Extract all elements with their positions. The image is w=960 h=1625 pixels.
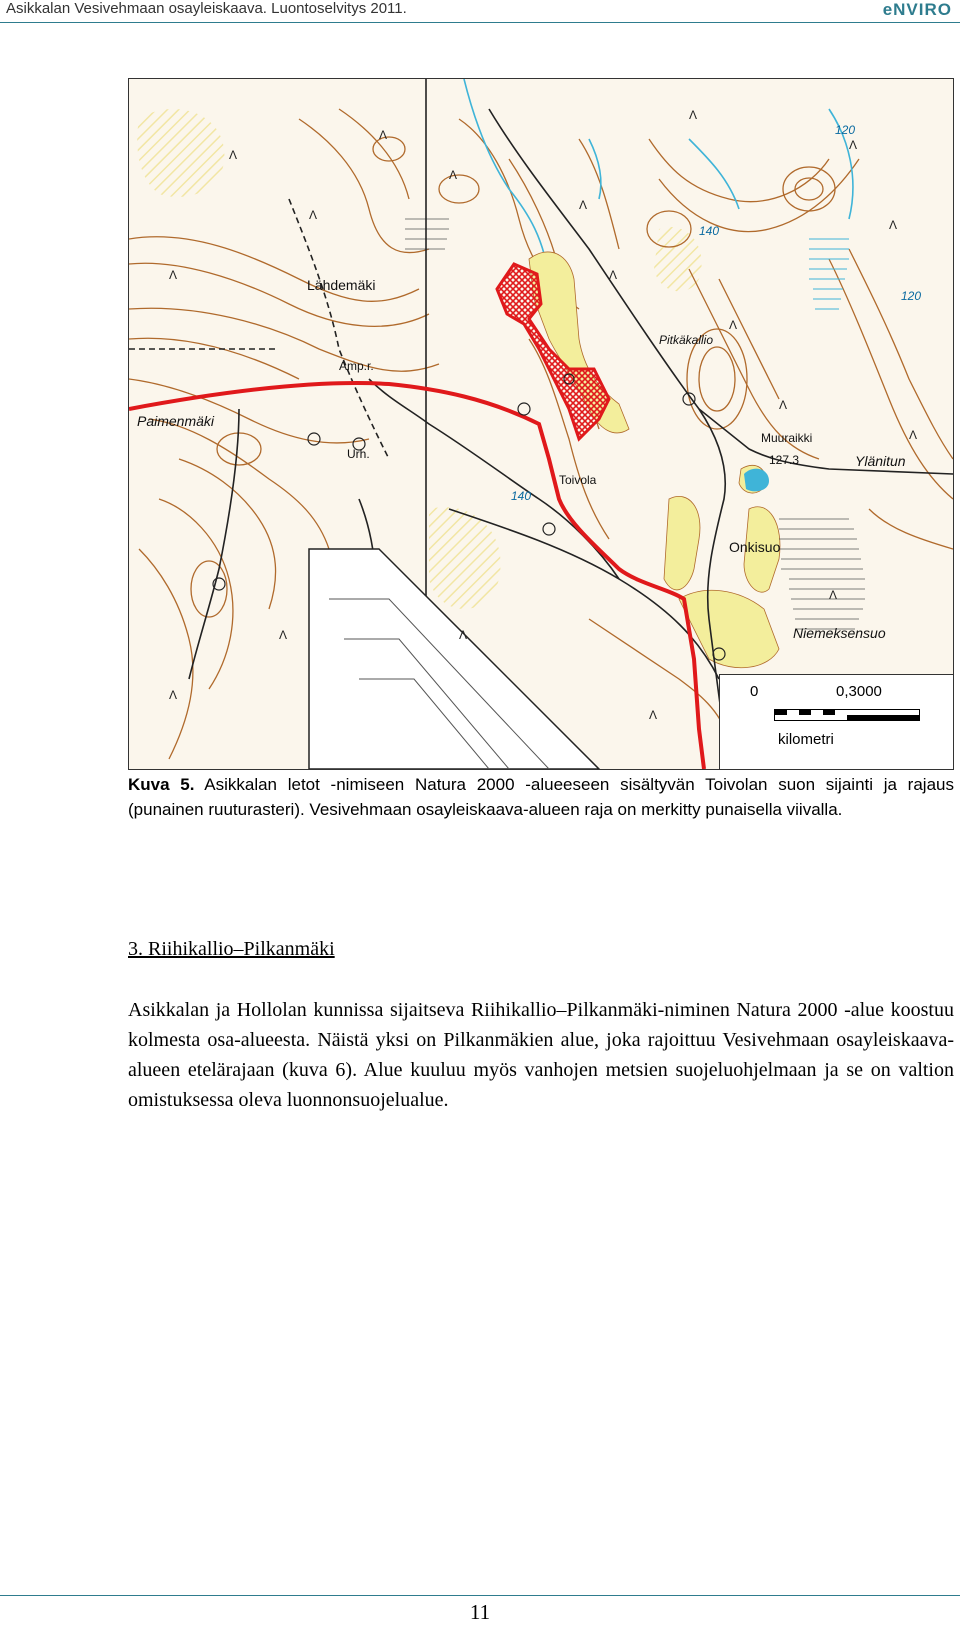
place-label-onkisuo: Onkisuo [729, 539, 781, 555]
document-title: Asikkalan Vesivehmaan osayleiskaava. Luontoselvitys 2011. [6, 0, 407, 17]
place-label-urh: Urh. [347, 447, 370, 461]
svg-text:Λ: Λ [169, 688, 178, 702]
caption-lead: Kuva 5. [128, 775, 195, 794]
map-graphic [129, 79, 953, 769]
elevation-label: 140 [699, 224, 720, 238]
section-heading: 3. Riihikallio–Pilkanmäki [128, 938, 335, 960]
caption-text: Asikkalan letot -nimiseen Natura 2000 -alueeseen sisältyvän Toivolan suon sijainti ja rajaus (punainen ruuturasteri). Vesivehmaan osayleiskaava-alueen raja on merkitty punaisella viivalla. [128, 775, 954, 819]
place-label-toivola: Toivola [559, 473, 597, 487]
place-label-ylanitun: Ylänitun [855, 453, 906, 469]
svg-text:Λ: Λ [229, 148, 238, 162]
elevation-label: 127.3 [769, 453, 800, 467]
scale-start-label: 0 [750, 683, 759, 700]
svg-text:Λ: Λ [729, 318, 738, 332]
svg-text:Λ: Λ [449, 168, 458, 182]
place-label-amp: Amp.r. [339, 359, 374, 373]
svg-text:Λ: Λ [379, 128, 388, 142]
elevation-label: 140 [511, 489, 532, 503]
figure-caption [128, 772, 954, 822]
svg-text:Λ: Λ [309, 208, 318, 222]
place-label-paimenmaki: Paimenmäki [137, 413, 215, 429]
place-label-muuraikki: Muuraikki [761, 431, 813, 445]
page-header [0, 0, 960, 22]
scale-unit-label: kilometri [778, 731, 834, 748]
svg-text:Λ: Λ [829, 588, 838, 602]
footer-divider [0, 1595, 960, 1596]
body-paragraph: Asikkalan ja Hollolan kunnissa sijaitseva Riihikallio–Pilkanmäki-niminen Natura 2000 -alue koostuu kolmesta osa-alueesta. Näistä yksi on Pilkanmäkien alue, joka rajoittuu Vesivehmaan osayleiskaava-alueen etelärajaan (kuva 6). Alue kuuluu myös vanhojen metsien suojeluohjelmaan ja se on valtion omistuksessa oleva luonnonsuojelualue. [128, 999, 954, 1111]
enviro-logo: eNVIRO [882, 0, 952, 19]
map-scale [719, 674, 954, 770]
svg-text:Λ: Λ [779, 398, 788, 412]
topographic-map [128, 78, 954, 770]
svg-text:Λ: Λ [459, 628, 468, 642]
svg-text:Λ: Λ [169, 268, 178, 282]
header-divider [0, 22, 960, 23]
place-label-pitkakallio: Pitkäkallio [659, 333, 714, 347]
svg-text:Λ: Λ [909, 428, 918, 442]
place-label-lahdemaki: Lähdemäki [307, 277, 376, 293]
page-number: 11 [469, 1600, 491, 1624]
elevation-label: 120 [901, 289, 922, 303]
svg-text:Λ: Λ [649, 708, 658, 722]
svg-text:Λ: Λ [279, 628, 288, 642]
svg-text:Λ: Λ [849, 138, 858, 152]
svg-text:Λ: Λ [579, 198, 588, 212]
svg-text:Λ: Λ [609, 268, 618, 282]
place-label-niemeksensuo: Niemeksensuo [793, 625, 886, 641]
svg-text:Λ: Λ [689, 108, 698, 122]
svg-text:Λ: Λ [889, 218, 898, 232]
scale-end-label: 0,3000 [836, 683, 882, 700]
scale-bar [774, 709, 920, 721]
elevation-label: 120 [835, 123, 856, 137]
